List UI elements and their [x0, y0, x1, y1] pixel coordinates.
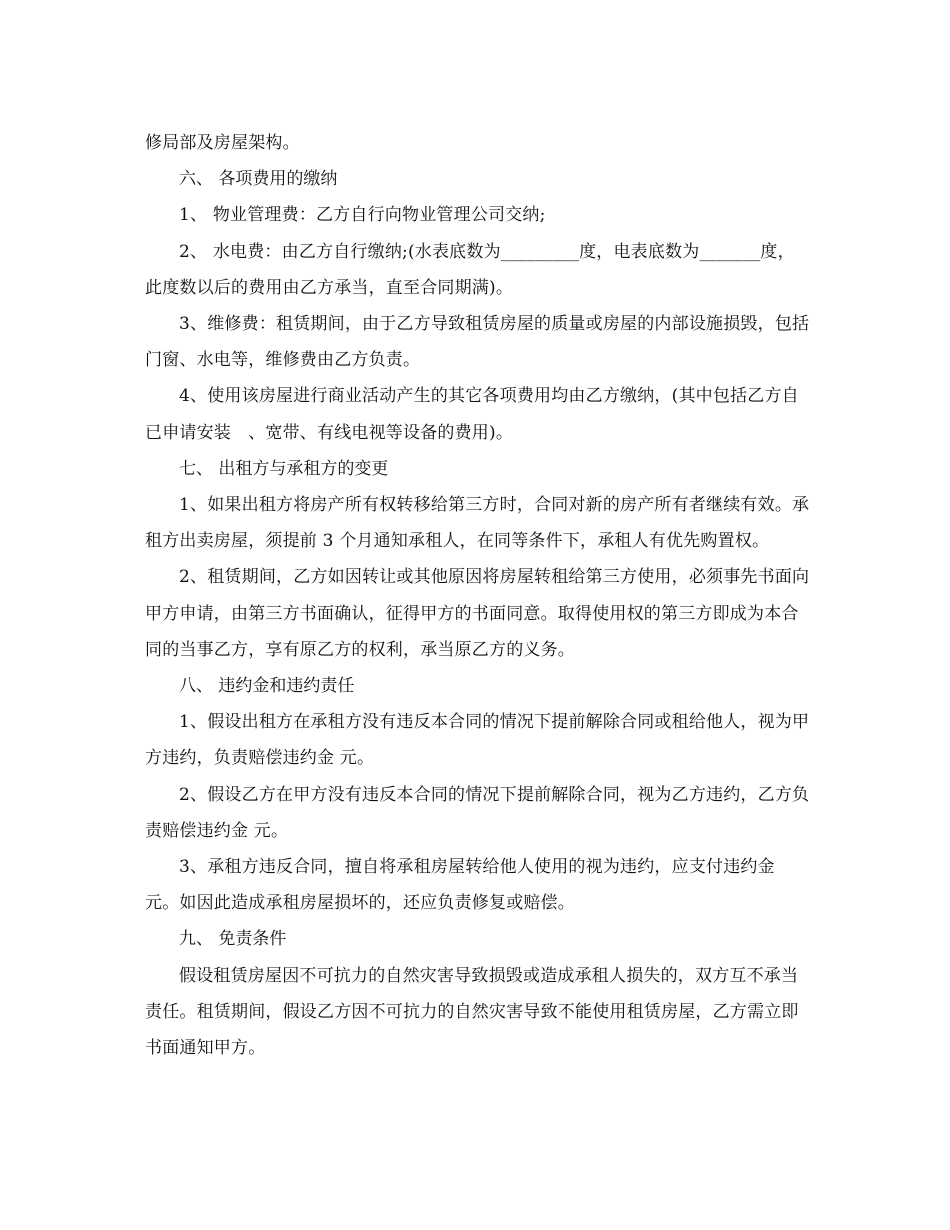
paragraph-8-2: 2、假设乙方在甲方没有违反本合同的情况下提前解除合同，视为乙方违约，乙方负责赔偿违约金 元。 [145, 784, 810, 841]
paragraph-7-1: 1、如果出租方将房产所有权转移给第三方时，合同对新的房产所有者继续有效。承租方出卖房屋，须提前 3 个月通知承租人，在同等条件下，承租人有优先购置权。 [145, 495, 810, 552]
section-heading-7: 七、 出租方与承租方的变更 [179, 458, 389, 479]
paragraph-7-2: 2、租赁期间，乙方如因转让或其他原因将房屋转租给第三方使用，必须事先书面向甲方申请，由第三方书面确认，征得甲方的书面同意。取得使用权的第三方即成为本合同的当事乙方，享有原乙方的权利，承当原乙方的义务。 [145, 567, 810, 660]
paragraph-6-1: 1、 物业管理费：乙方自行向物业管理公司交纳; [179, 205, 546, 226]
paragraph-9-1: 假设租赁房屋因不可抗力的自然灾害导致损毁或造成承租人损失的，双方互不承当责任。租赁期间，假设乙方因不可抗力的自然灾害导致不能使用租赁房屋，乙方需立即书面通知甲方。 [145, 965, 799, 1059]
section-heading-9: 九、 免责条件 [179, 929, 287, 950]
paragraph-6-3: 3、维修费：租赁期间，由于乙方导致租赁房屋的质量或房屋的内部设施损毁，包括门窗、水电等，维修费由乙方负责。 [145, 314, 810, 371]
section-heading-6: 六、 各项费用的缴纳 [179, 169, 338, 190]
paragraph-continuation: 修局部及房屋架构。 [145, 133, 300, 153]
section-heading-8: 八、 违约金和违约责任 [179, 676, 355, 697]
paragraph-8-3: 3、承租方违反合同，擅自将承租房屋转给他人使用的视为违约，应支付违约金 元。如因此造成承租房屋损坏的，还应负责修复或赔偿。 [145, 857, 775, 914]
paragraph-8-1: 1、假设出租方在承租方没有违反本合同的情况下提前解除合同或租给他人，视为甲方违约，负责赔偿违约金 元。 [145, 712, 810, 769]
paragraph-6-4: 4、使用该房屋进行商业活动产生的其它各项费用均由乙方缴纳，(其中包括乙方自已申请安装 、宽带、有线电视等设备的费用)。 [145, 386, 799, 443]
paragraph-6-2: 2、 水电费：由乙方自行缴纳;(水表底数为_________度，电表底数为_______度，此度数以后的费用由乙方承当，直至合同期满)。 [145, 241, 795, 298]
